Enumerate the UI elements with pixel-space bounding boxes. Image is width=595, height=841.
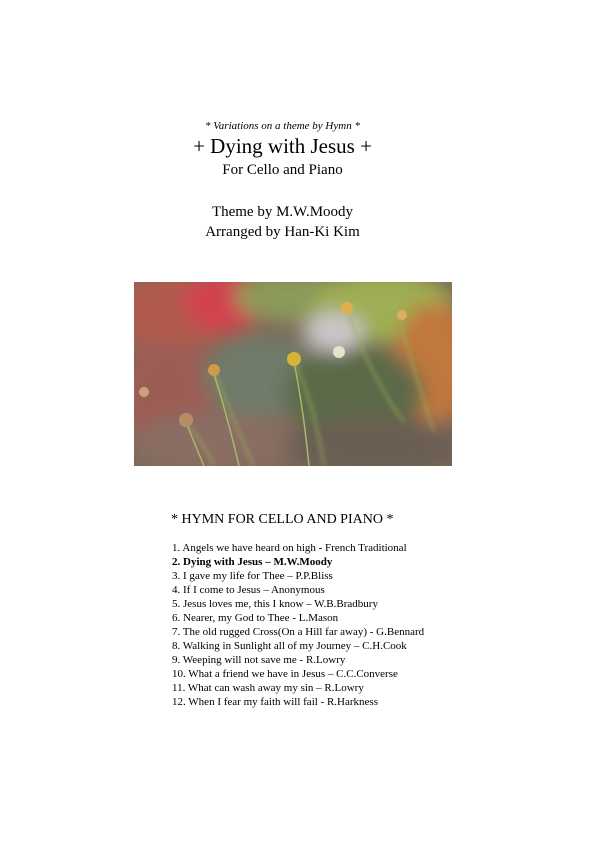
list-item: 9. Weeping will not save me - R.Lowry xyxy=(172,654,346,666)
list-item: 11. What can wash away my sin – R.Lowry xyxy=(172,682,364,694)
instrumentation-line: For Cello and Piano xyxy=(222,162,343,178)
list-item: 8. Walking in Sunlight all of my Journey – C.H.Cook xyxy=(172,640,407,652)
list-item: 2. Dying with Jesus – M.W.Moody xyxy=(172,556,333,568)
list-item: 7. The old rugged Cross(On a Hill far away) - G.Bennard xyxy=(172,626,425,638)
flower-photo xyxy=(134,282,452,466)
hymn-list-heading: * HYMN FOR CELLO AND PIANO * xyxy=(171,512,394,527)
list-item: 3. I gave my life for Thee – P.P.Bliss xyxy=(172,570,333,582)
list-item: 6. Nearer, my God to Thee - L.Mason xyxy=(172,612,339,624)
page-title: + Dying with Jesus + xyxy=(193,134,372,158)
arranger-credit: Arranged by Han-Ki Kim xyxy=(205,224,360,240)
list-item: 12. When I fear my faith will fail - R.Harkness xyxy=(172,696,378,708)
list-item: 1. Angels we have heard on high - French Traditional xyxy=(172,542,407,554)
list-item: 5. Jesus loves me, this I know – W.B.Bradbury xyxy=(172,598,378,610)
list-item: 10. What a friend we have in Jesus – C.C.Converse xyxy=(172,668,398,680)
cover-subtitle: * Variations on a theme by Hymn * xyxy=(205,120,360,132)
hymn-list xyxy=(172,541,424,709)
list-item: 4. If I come to Jesus – Anonymous xyxy=(172,584,325,596)
theme-credit: Theme by M.W.Moody xyxy=(211,204,354,220)
cover-photo xyxy=(134,282,452,466)
